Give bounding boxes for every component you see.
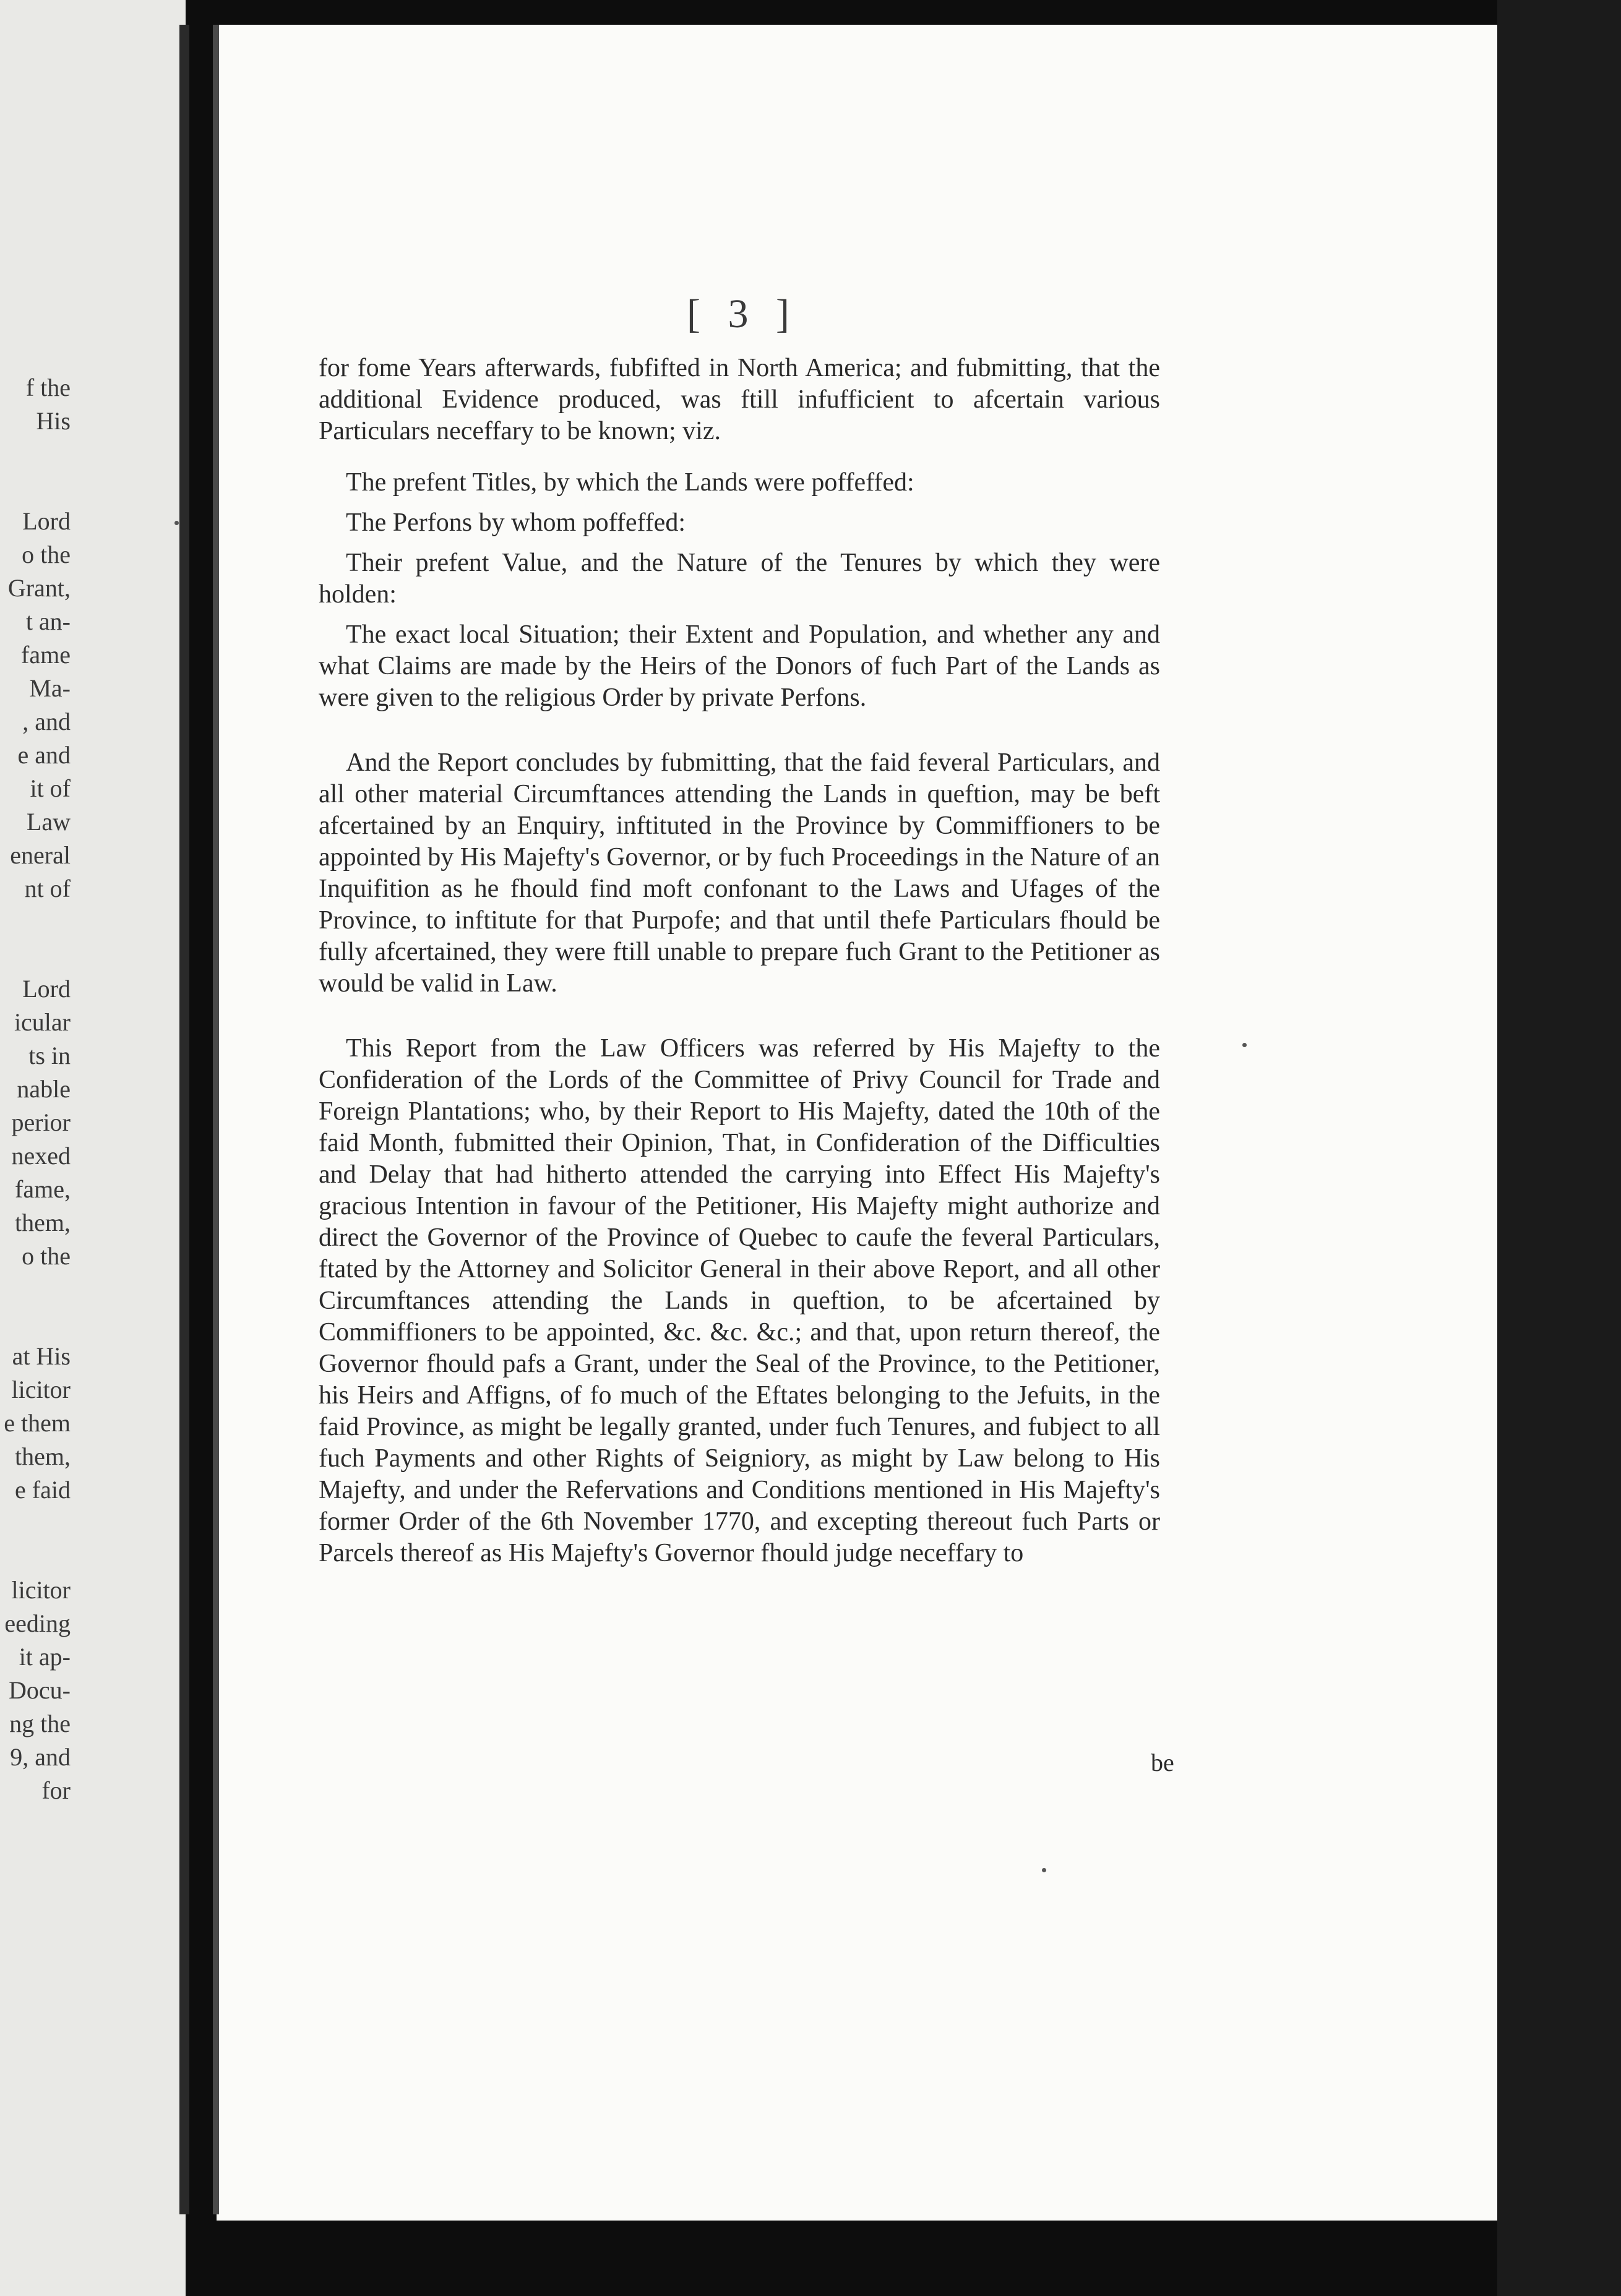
paragraph-report-conclusion: And the Report concludes by fubmitting, that the faid feveral Particulars, and all other material Circumftances attending the Lands in queftion, may be beft afcertained by an Enquiry, inftituted in the Province by Commiffioners to be appointed by His Majefty's Governor, or by fuch Proceedings in the Nature of an Inquifition as he fhould find moft confonant to the Laws and Ufages of the Province, to inftitute for that Purpofe; and that until thefe Particulars fhould be fully afcertained, they were ftill unable to prepare fuch Grant to the Petitioner as would be valid in Law.: [319, 748, 1160, 998]
fragment-gap: [0, 1507, 71, 1574]
left-page-fragment: perior: [11, 1108, 71, 1136]
fragment-gap: [0, 906, 71, 972]
speck-mark: [1242, 1043, 1247, 1047]
left-page-fragment: Law: [26, 808, 71, 836]
page-body: [319, 353, 1160, 1569]
left-page-fragment: nt of: [24, 875, 71, 902]
left-page-fragment: e and: [17, 741, 71, 769]
left-page-fragment: Grant,: [7, 574, 71, 602]
left-page-fragment: o the: [22, 541, 71, 568]
left-page-fragment: e faid: [15, 1476, 71, 1504]
left-page-fragment: it of: [30, 774, 71, 802]
page-number: [ 3 ]: [687, 291, 798, 336]
left-page-fragment: fame,: [15, 1175, 71, 1203]
left-page-fragment: eneral: [10, 841, 71, 869]
left-page-fragment: t an-: [25, 607, 71, 635]
speck-mark: [174, 521, 179, 525]
page-edge-line: [213, 25, 219, 2214]
left-page-fragment: for: [41, 1776, 71, 1804]
left-page-fragment: ts in: [28, 1042, 71, 1069]
left-page-fragment: eeding: [4, 1609, 71, 1637]
left-page-fragment: Ma-: [29, 674, 71, 702]
left-page-fragment: ng the: [9, 1710, 71, 1737]
left-page-fragment: them,: [15, 1209, 71, 1236]
left-page-fragment: licitor: [11, 1576, 71, 1604]
left-page-fragment: it ap-: [19, 1643, 71, 1671]
left-page-fragment: His: [36, 407, 71, 435]
book-gutter: [179, 25, 189, 2214]
left-page-fragment: fame: [21, 641, 71, 669]
left-page-fragment: at His: [12, 1342, 71, 1370]
scanner-edge: [1497, 0, 1621, 2296]
left-page: [0, 0, 186, 2296]
paragraph-continuation: for fome Years afterwards, fubfifted in North America; and fubmitting, that the additional Evidence produced, was ftill infufficient to afcertain various Particulars neceffary to be known; viz.: [319, 354, 1160, 445]
left-page-fragment: licitor: [11, 1376, 71, 1403]
speck-mark: [1042, 1868, 1046, 1872]
left-page-fragment: Docu-: [9, 1676, 71, 1704]
left-page-fragment: f the: [25, 374, 71, 401]
left-page-fragment: icular: [14, 1008, 71, 1036]
left-page-fragment: e them: [4, 1409, 71, 1437]
list-item-situation: The exact local Situation; their Extent and Population, and whether any and what Claims are made by the Heirs of the Donors of fuch Part of the Lands as were given to the religious Order by private Perfons.: [319, 620, 1160, 712]
left-page-fragment: nable: [17, 1075, 71, 1103]
left-page-text-fragments: [0, 371, 71, 1807]
left-page-fragment: , and: [22, 708, 71, 735]
left-page-fragment: nexed: [11, 1142, 71, 1170]
left-page-fragment: Lord: [22, 975, 71, 1003]
paragraph-privy-council: This Report from the Law Officers was referred by His Majefty to the Confideration of the Lords of the Committee of Privy Council for Trade and Foreign Plantations; who, by their Report to His Majefty, dated the 10th of the faid Month, fubmitted their Opinion, That, in Confideration of the Difficulties and Delay that had hitherto attended the carrying into Effect His Majefty's gracious Intention in favour of the Petitioner, His Majefty might authorize and direct the Governor of the Province of Quebec to caufe the feveral Particulars, ftated by the Attorney and Solicitor General in their above Report, and all other Circumftances attending the Lands in queftion, to be afcertained by Commiffioners to be appointed, &c. &c. &c.; and that, upon return thereof, the Governor fhould pafs a Grant, under the Seal of the Province, to the Petitioner, his Heirs and Affigns, of fo much of the Eftates belonging to the Jefuits, in the faid Province, as might be legally granted, under fuch Tenures, and fubject to all fuch Payments and other Rights of Seigniory, as might by Law belong to His Majefty, and under the Refervations and Conditions mentioned in His Majefty's former Order of the 6th November 1770, and excepting thereout fuch Parts or Parcels thereof as His Majefty's Governor fhould judge neceffary to: [319, 1034, 1160, 1567]
list-item-persons: The Perfons by whom poffeffed:: [346, 508, 686, 537]
list-item-value: Their prefent Value, and the Nature of the Tenures by which they were holden:: [319, 549, 1160, 609]
catchword: be: [1151, 1749, 1174, 1776]
fragment-gap: [0, 1273, 71, 1340]
left-page-fragment: Lord: [22, 507, 71, 535]
left-page-fragment: 9, and: [10, 1743, 71, 1771]
left-page-fragment: o the: [22, 1242, 71, 1270]
left-page-fragment: them,: [15, 1442, 71, 1470]
fragment-gap: [0, 438, 71, 505]
list-item-titles: The prefent Titles, by which the Lands were poffeffed:: [346, 468, 914, 497]
